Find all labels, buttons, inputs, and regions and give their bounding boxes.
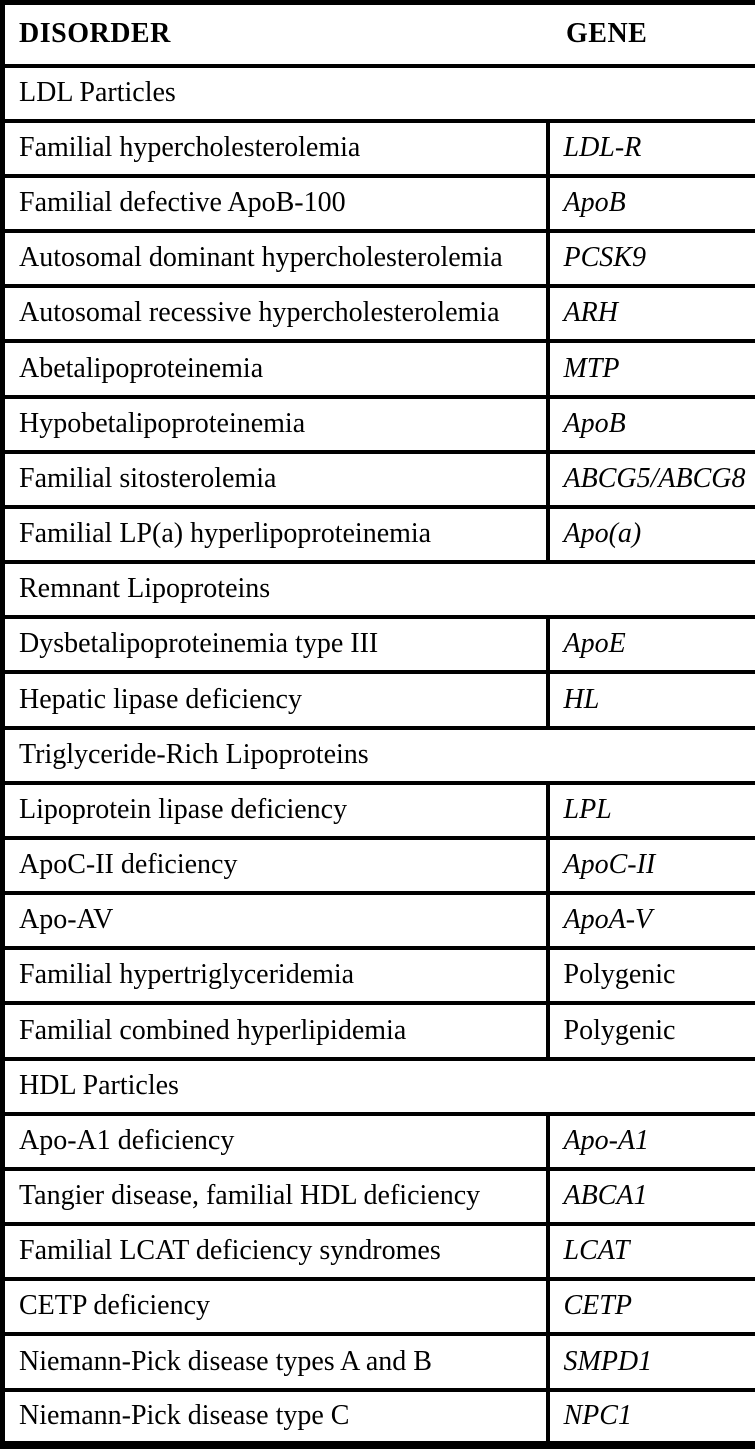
- gene-cell: Apo(a): [548, 507, 755, 562]
- table-row: [3, 672, 755, 727]
- table-row: [3, 1279, 755, 1334]
- disorder-cell: CETP deficiency: [3, 1279, 548, 1334]
- table-row: [3, 1114, 755, 1169]
- disorder-cell: Niemann-Pick disease types A and B: [3, 1334, 548, 1389]
- section-title: HDL Particles: [3, 1059, 755, 1114]
- disorder-cell: Niemann-Pick disease type C: [3, 1390, 548, 1445]
- disorder-cell: Familial combined hyperlipidemia: [3, 1003, 548, 1058]
- table-row: [3, 176, 755, 231]
- gene-cell: ApoB: [548, 176, 755, 231]
- table-row: [3, 1169, 755, 1224]
- column-header-gene: GENE: [566, 17, 648, 49]
- gene-cell: ABCG5/ABCG8: [548, 452, 755, 507]
- disorder-cell: Familial defective ApoB-100: [3, 176, 548, 231]
- disorder-cell: Autosomal recessive hypercholesterolemia: [3, 286, 548, 341]
- table-row: [3, 341, 755, 396]
- table-row: [3, 783, 755, 838]
- disorder-cell: Apo-A1 deficiency: [3, 1114, 548, 1169]
- section-row: [3, 66, 755, 121]
- gene-cell: NPC1: [548, 1390, 755, 1445]
- gene-cell: Polygenic: [548, 1003, 755, 1058]
- disorder-cell: Tangier disease, familial HDL deficiency: [3, 1169, 548, 1224]
- gene-cell: CETP: [548, 1279, 755, 1334]
- section-title: Triglyceride-Rich Lipoproteins: [3, 728, 755, 783]
- disorder-cell: Hepatic lipase deficiency: [3, 672, 548, 727]
- table-row: [3, 121, 755, 176]
- disorder-cell: Hypobetalipoproteinemia: [3, 397, 548, 452]
- gene-cell: LCAT: [548, 1224, 755, 1279]
- table-row: [3, 397, 755, 452]
- gene-cell: ApoA-V: [548, 893, 755, 948]
- section-title: LDL Particles: [3, 66, 755, 121]
- disorder-cell: Abetalipoproteinemia: [3, 341, 548, 396]
- table-row: [3, 507, 755, 562]
- disorder-cell: Familial LP(a) hyperlipoproteinemia: [3, 507, 548, 562]
- header-cell: [3, 3, 755, 66]
- gene-cell: MTP: [548, 341, 755, 396]
- disorder-cell: Autosomal dominant hypercholesterolemia: [3, 231, 548, 286]
- table-body: [3, 66, 755, 1446]
- table-row: [3, 1334, 755, 1389]
- table-row: [3, 1390, 755, 1445]
- gene-cell: ApoC-II: [548, 838, 755, 893]
- gene-cell: LPL: [548, 783, 755, 838]
- disorder-cell: Familial sitosterolemia: [3, 452, 548, 507]
- section-row: [3, 1059, 755, 1114]
- table-row: [3, 838, 755, 893]
- gene-cell: Polygenic: [548, 948, 755, 1003]
- gene-cell: ApoE: [548, 617, 755, 672]
- gene-cell: ApoB: [548, 397, 755, 452]
- column-header-disorder: DISORDER: [19, 17, 171, 49]
- disorder-cell: Familial hypertriglyceridemia: [3, 948, 548, 1003]
- table-row: [3, 948, 755, 1003]
- table-row: [3, 1224, 755, 1279]
- table-row: [3, 893, 755, 948]
- gene-cell: PCSK9: [548, 231, 755, 286]
- disorder-cell: Apo-AV: [3, 893, 548, 948]
- header-row: [3, 3, 755, 66]
- disorder-cell: Lipoprotein lipase deficiency: [3, 783, 548, 838]
- table-row: [3, 231, 755, 286]
- disorder-cell: ApoC-II deficiency: [3, 838, 548, 893]
- disorder-cell: Dysbetalipoproteinemia type III: [3, 617, 548, 672]
- table-row: [3, 1003, 755, 1058]
- section-row: [3, 562, 755, 617]
- gene-cell: HL: [548, 672, 755, 727]
- section-title: Remnant Lipoproteins: [3, 562, 755, 617]
- section-row: [3, 728, 755, 783]
- gene-cell: LDL-R: [548, 121, 755, 176]
- disorder-cell: Familial LCAT deficiency syndromes: [3, 1224, 548, 1279]
- table-row: [3, 452, 755, 507]
- table-row: [3, 617, 755, 672]
- table-row: [3, 286, 755, 341]
- gene-cell: ABCA1: [548, 1169, 755, 1224]
- gene-cell: SMPD1: [548, 1334, 755, 1389]
- gene-cell: ARH: [548, 286, 755, 341]
- disorder-cell: Familial hypercholesterolemia: [3, 121, 548, 176]
- gene-cell: Apo-A1: [548, 1114, 755, 1169]
